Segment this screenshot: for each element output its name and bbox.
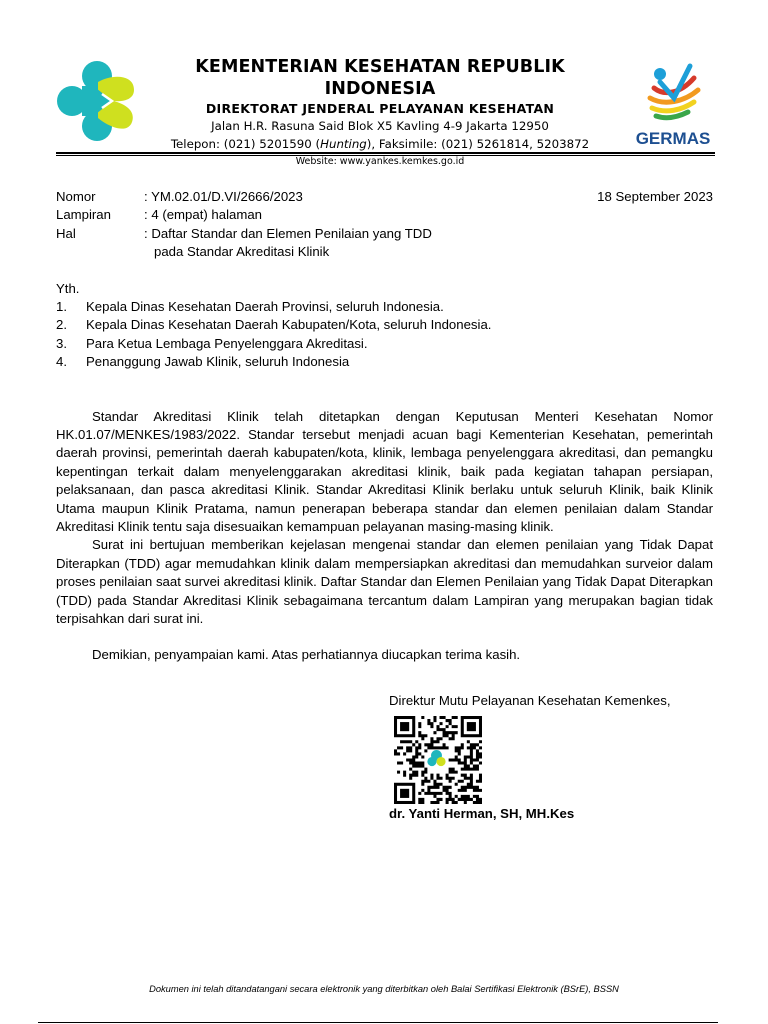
list-item [56,298,713,316]
header-rule-thin [56,155,715,156]
hal-value-continued: pada Standar Akreditasi Klinik [154,244,330,260]
website: Website: www.yankes.kemkes.go.id [295,156,465,167]
closing-paragraph: Demikian, penyampaian kami. Atas perhatiannya diucapkan terima kasih. [92,647,521,663]
list-item-text: Kepala Dinas Kesehatan Daerah Provinsi, seluruh Indonesia. [86,298,444,314]
meta-lampiran [56,206,713,224]
list-item [56,353,713,371]
phone-hunting: Hunting [320,137,367,151]
letter-body [56,188,713,665]
paragraph-2: Surat ini bertujuan memberikan kejelasan mengenai standar dan elemen penilaian yang Tidak Dapat Diterapkan (TDD) agar memudahkan klinik dalam mempersiapkan akreditasi dan memudahkan surveior dalam proses penilaian saat survei akreditasi klinik. Daftar Standar dan Elemen Penilaian yang Tidak Dapat Diterapkan (TDD) pada Standar Akreditasi Klinik sebagaimana tercantum dalam Lampiran yang merupakan bagian tidak terpisahkan dari surat ini. [56,537,713,627]
list-item [56,335,713,353]
germas-logo [630,56,716,148]
list-item [56,316,713,334]
hal-value: : Daftar Standar dan Elemen Penilaian yang TDD [144,225,432,241]
list-item-number: 2. [56,317,67,333]
address: Jalan H.R. Rasuna Said Blok X5 Kavling 4-9 Jakarta 12950 [211,119,549,133]
footer-rule [38,1022,718,1023]
list-item-number: 1. [56,298,67,314]
ministry-name: KEMENTERIAN KESEHATAN REPUBLIK INDONESIA [195,57,565,99]
salutation: Yth. [56,280,80,296]
lampiran-label: Lampiran [56,207,111,223]
signature-qr-code [394,716,482,804]
letter-date: 18 September 2023 [597,189,713,204]
meta-nomor [56,188,713,206]
nomor-value: : YM.02.01/D.VI/2666/2023 [144,189,303,204]
e-signature-note: Dokumen ini telah ditandatangani secara elektronik yang diterbitkan oleh Balai Sertifikasi Elektronik (BSrE), BSSN [149,984,619,994]
nomor-label: Nomor [56,189,96,204]
recipient-list [56,298,713,372]
directorate-name: DIREKTORAT JENDERAL PELAYANAN KESEHATAN [205,101,555,116]
phone-suffix: ), Faksimile: (021) 5261814, 5203872 [366,137,590,151]
hal-label: Hal [56,225,76,241]
list-item-number: 3. [56,335,67,351]
germas-text: GERMAS [635,129,711,148]
signatory-position: Direktur Mutu Pelayanan Kesehatan Kemenkes, [389,693,671,708]
list-item-text: Kepala Dinas Kesehatan Daerah Kabupaten/Kota, seluruh Indonesia. [86,317,492,333]
lampiran-value: : 4 (empat) halaman [144,207,263,223]
kemenkes-logo [52,56,142,146]
phone-line [140,135,620,153]
header-rule-thick [56,152,715,154]
list-item-text: Para Ketua Lembaga Penyelenggara Akreditasi. [86,335,368,351]
paragraph-1: Standar Akreditasi Klinik telah ditetapkan dengan Keputusan Menteri Kesehatan Nomor HK.01.07/MENKES/1983/2022. Standar tersebut menjadi acuan bagi Kementerian Kesehatan, pemerintah daerah provinsi, pemerintah daerah kabupaten/kota, klinik, lembaga penyelenggara akreditasi, dan pemangku kepentingan terkait dalam menyelenggarakan akreditasi klinik, baik pada kegiatan tahapan persiapan, pelaksanaan, dan pasca akreditasi Klinik. Standar Akreditasi Klinik berlaku untuk seluruh Klinik, baik Klinik Utama maupun Klinik Pratama, namun penerapan beberapa standar dan elemen penilaian dalam Standar Akreditasi Klinik tentu saja disesuaikan kemampuan pelayanan masing-masing klinik. [56,408,713,535]
list-item-text: Penanggung Jawab Klinik, seluruh Indonesia [86,354,350,370]
phone-prefix: Telepon: (021) 5201590 ( [170,137,321,151]
meta-hal [56,225,713,243]
list-item-number: 4. [56,354,67,370]
signatory-name: dr. Yanti Herman, SH, MH.Kes [389,806,575,821]
